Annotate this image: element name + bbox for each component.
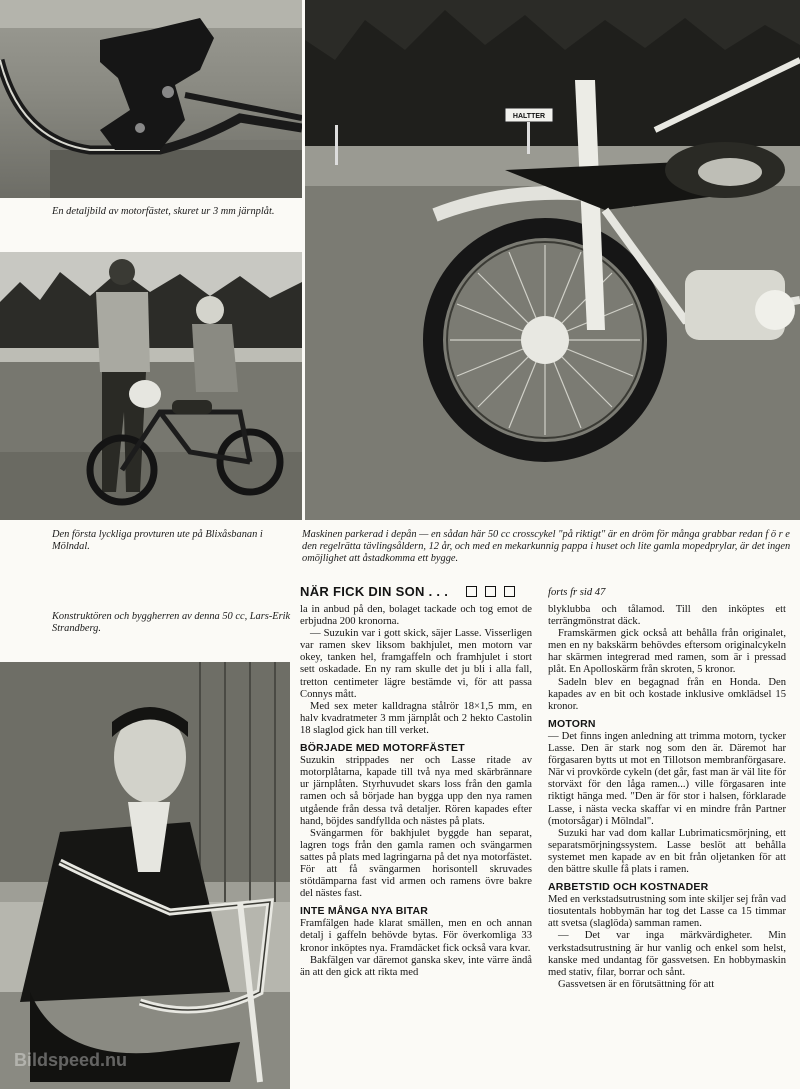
photo-builder [0,662,290,1089]
col2-paragraph: Framskärmen gick också att behålla från originalet, men en ny bakskärm behövdes eftersom originalcykeln har skärmen integrerad med ramen, som är i pressad plåt. En Apolloskärm från skroten, 5 kronor. [548,628,786,676]
article-column-1 [300,604,532,979]
col2-paragraph: — Det var inga märkvärdigheter. Min verkstadsutrustning är hur vanlig och enkel som helst, kanske med undantag för gassvetsen. En hobbymaskin med stativ, filar, borrar och sånt. [548,930,786,978]
photo-first-ride [0,252,302,520]
article-column-2 [548,604,786,991]
col2-paragraph: blyklubba och tålamod. Till den inköptes ett terrängmönstrat däck. [548,604,786,628]
photo-motor-mount-detail [0,0,302,198]
col1-paragraph: Med sex meter kalldragna stålrör 18×1,5 mm, en halv kvadratmeter 3 mm järnplåt och 2 hekto Castolin 18 slaglod gick han till verket. [300,700,532,736]
sign-text: HALTTER [512,113,546,120]
caption-motor-mount: En detaljbild av motorfästet, skuret ur 3 mm järnplåt. [52,206,275,217]
headline-text: NÄR FICK DIN SON . . . [300,584,449,599]
col1-paragraph: Svängarmen för bakhjulet byggde han separat, lagren togs från den gamla ramen och svängarmen sattes på plats med lagringarna på det nya motorfästet. För att få svängarmen horisontell skruvades stötdämparna fast vid armen och ramens övre bakre del nästes fast. [300,827,532,900]
article-headline [300,584,515,599]
col2-paragraph: Med en verkstadsutrustning som inte skiljer sej från vad tiosutentals hobbymän har tog det Lasse ca 15 timmar att svetsa (slaglöda) samman ramen. [548,894,786,930]
subheading-few-new-parts: INTE MÅNGA NYA BITAR [300,905,429,918]
photo-bike-parked [305,0,800,520]
caption-first-ride: Den första lyckliga provturen ute på Blixåsbanan i Mölndal. [52,529,263,552]
col1-paragraph: la in anbud på den, bolaget tackade och tog emot de erbjudna 200 kronorna. [300,604,532,628]
continued-from-label: forts fr sid 47 [548,587,606,598]
col2-paragraph: Gassvetsen är en förutsättning för att [558,978,715,990]
col2-paragraph: — Det finns ingen anledning att trimma motorn, tycker Lasse. Den är stark nog som den är. Däremot har förgasaren bytts ut mot en Tillotson membranförgasare. När vi provkörde cykeln (det går, fast man är väl lite för storväxt för den låga ramen...) ville förgasaren inte riktigt hänga med. "Den är för stor i halsen, förklarade Lasse, i nästa vecka skaffar vi en mindre från Partner (motorsågar) i Mölndal". [548,730,786,827]
col2-paragraph: Sadeln blev en begagnad från en Honda. Den kapades av en bit och kostade inklusive omklädsel 15 kronor. [548,676,786,712]
col1-paragraph: Bakfälgen var däremot ganska skev, inte värre ändå än att den gick att rikta med [300,954,532,978]
col1-paragraph: Suzukin strippades ner och Lasse ritade av motorplåtarna, kapade till två nya med skärbrännare ur järnplåten. Styrhuvudet skars loss från den gamla ramen och så började han bygga upp den nya ramen utgående från dessa två detaljer. Rören kapades efter hand, böjdes sandfyllda och nästes på plats. [300,755,532,827]
col2-paragraph: Suzuki har vad dom kallar Lubrimaticsmörjning, ett separatsmörjningssystem. Lasse beslöt att behålla systemet men kapade av en bit från oljetanken för att den bättre skulle få plats i ramen. [548,827,786,875]
caption-builder: Konstruktören och byggherren av denna 50 cc, Lars-Erik Strandberg. [52,611,291,634]
subheading-work-time-costs: ARBETSTID OCH KOSTNADER [548,881,709,894]
headline-box-glyphs [458,584,515,599]
watermark: Bildspeed.nu [14,1050,128,1070]
col1-paragraph: — Suzukin var i gott skick, säjer Lasse. Visserligen var ramen skev liksom bakhjulet, men motorn var okey, tanken hel, framgaffeln och framhjulet i stort sett oskadade. En ny ram skulle det ju bli i alla fall, tretton centimeter lägre bestämde vi, för att passa Connys mått. [300,628,532,700]
caption-bike-parked: Maskinen parkerad i depån — en sådan här 50 cc crosscykel "på riktigt" är en dröm för många grabbar redan f ö r e den regelrätta tävlingsåldern, 12 år, och med en mekarkunnig pappa i huset och lite gamla mopedprylar, är det ingen omöjlighet att åstadkomma ett bygge. [302,529,791,564]
subheading-engine: MOTORN [548,717,596,730]
col1-paragraph: Framfälgen hade klarat smällen, men en och annan detalj i gaffeln behövde bytas. För överkomliga 33 kronor inköptes nya. Framdäcket fick också vara kvar. [300,918,532,954]
subheading-motor-mount: BÖRJADE MED MOTORFÄSTET [300,742,465,755]
